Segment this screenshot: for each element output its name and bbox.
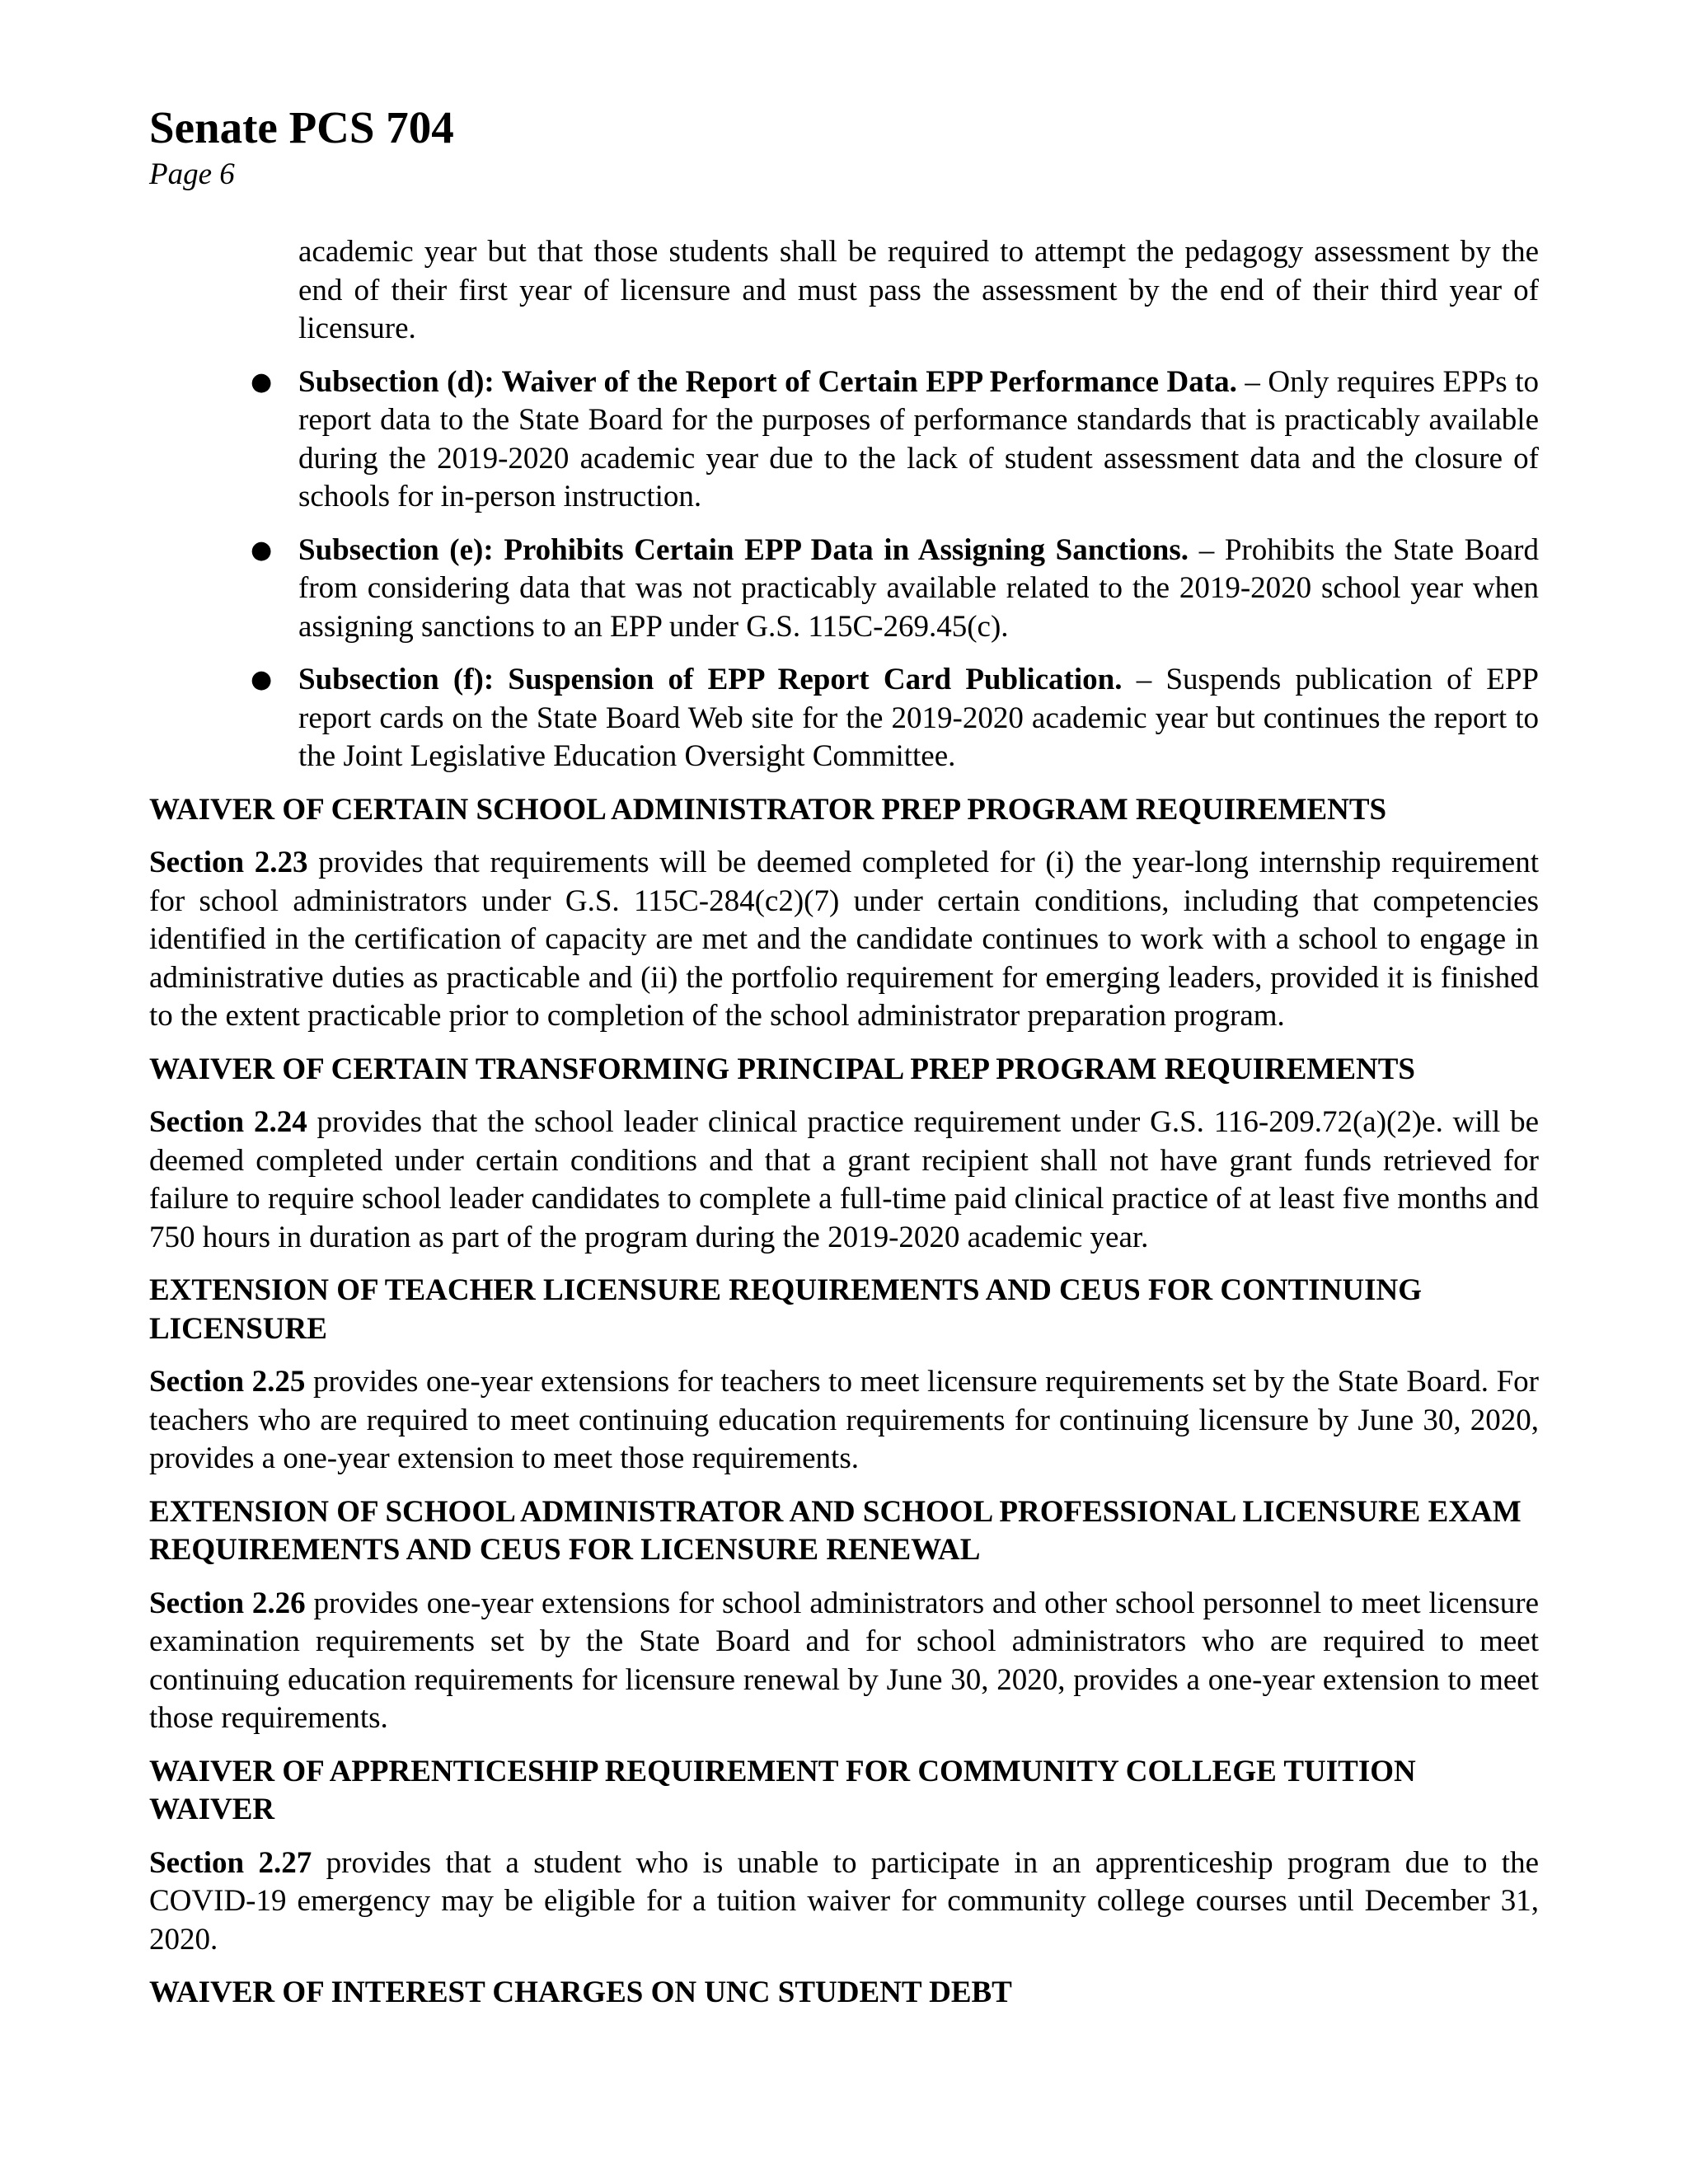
list-item — [251, 532, 1539, 647]
subsection-text: – Suspends publication of EPP report cards on the State Board Web site for the 2019-2020 academic year but continues the report to the Joint Legislative Education Oversight Committee. — [298, 663, 1539, 773]
section-text: provides that requirements will be deemed completed for (i) the year-long internship requirement for school administrators under G.S. 115C-284(c2)(7) under certain conditions, including that competencies identified in the certification of capacity are met and the candidate continues to work with a school to engage in administrative duties as practicable and (ii) the portfolio requirement for emerging leaders, provided it is finished to the extent practicable prior to completion of the school administrator preparation program. — [149, 846, 1539, 1033]
section-label: Section 2.24 — [149, 1105, 307, 1139]
section-text: provides one-year extensions for school administrators and other school personnel to meet licensure examination requirements set by the State Board and for school administrators who are required to meet continuing education requirements for licensure renewal by June 30, 2020, provides a one-year extension to meet those requirements. — [149, 1586, 1539, 1735]
document-body — [149, 233, 1539, 2027]
bullet-icon: ● — [251, 665, 273, 694]
subsection-list — [149, 363, 1539, 776]
section-heading: EXTENSION OF SCHOOL ADMINISTRATOR AND SCHOOL PROFESSIONAL LICENSURE EXAM REQUIREMENTS AND CEUS FOR LICENSURE RENEWAL — [149, 1494, 1522, 1567]
section-paragraph — [149, 1585, 1539, 1738]
list-item — [251, 661, 1539, 776]
section-paragraph — [149, 1104, 1539, 1257]
subsection-text: – Only requires EPPs to report data to the State Board for the purposes of performance standards that is practicably available during the 2019-2020 academic year due to the lack of student assessment data and the closure of schools for in-person instruction. — [298, 364, 1539, 513]
section-label: Section 2.27 — [149, 1845, 312, 1880]
list-item — [251, 363, 1539, 517]
section-label: Section 2.23 — [149, 846, 308, 879]
document-title: Senate PCS 704 — [149, 102, 454, 152]
subsection-heading: Subsection (d): Waiver of the Report of Certain EPP Performance Data. — [298, 364, 1237, 399]
section-heading: EXTENSION OF TEACHER LICENSURE REQUIREMENTS AND CEUS FOR CONTINUING LICENSURE — [149, 1273, 1422, 1346]
section-label: Section 2.26 — [149, 1586, 306, 1620]
section-heading: WAIVER OF APPRENTICESHIP REQUIREMENT FOR COMMUNITY COLLEGE TUITION WAIVER — [149, 1754, 1416, 1826]
section-heading: WAIVER OF INTEREST CHARGES ON UNC STUDENT DEBT — [149, 1975, 1012, 2009]
subsection-text: – Prohibits the State Board from considering data that was not practicably available related to the 2019-2020 school year when assigning sanctions to an EPP under G.S. 115C-269.45(c). — [298, 532, 1539, 644]
section-heading: WAIVER OF CERTAIN TRANSFORMING PRINCIPAL PREP PROGRAM REQUIREMENTS — [149, 1052, 1416, 1086]
section-paragraph — [149, 844, 1539, 1036]
bullet-icon: ● — [251, 367, 273, 396]
bullet-icon: ● — [251, 535, 273, 565]
subsection-heading: Subsection (f): Suspension of EPP Report Card Publication. — [298, 663, 1123, 696]
section-text: provides one-year extensions for teachers to meet licensure requirements set by the State Board. For teachers who are required to meet continuing education requirements for continuing licensure by June 30, 2020, provides a one-year extension to meet those requirements. — [149, 1365, 1539, 1475]
section-label: Section 2.25 — [149, 1365, 306, 1399]
section-paragraph — [149, 1844, 1539, 1960]
section-text: provides that a student who is unable to participate in an apprenticeship program due to the COVID-19 emergency may be eligible for a tuition waiver for community college courses until December 31, 2020. — [149, 1845, 1540, 1957]
page-number: Page 6 — [149, 157, 235, 191]
section-text: provides that the school leader clinical practice requirement under G.S. 116-209.72(a)(2)e. will be deemed completed under certain conditions and that a grant recipient shall not have grant funds retrieved for failure to require school leader candidates to complete a full-time paid clinical practice of at least five months and 750 hours in duration as part of the program during the 2019-2020 academic year. — [149, 1105, 1539, 1254]
continued-paragraph: academic year but that those students shall be required to attempt the pedagogy assessment by the end of their first year of licensure and must pass the assessment by the end of their third year of licensure. — [298, 235, 1539, 345]
document-page — [149, 0, 1539, 2184]
section-heading: WAIVER OF CERTAIN SCHOOL ADMINISTRATOR PREP PROGRAM REQUIREMENTS — [149, 792, 1387, 827]
subsection-heading: Subsection (e): Prohibits Certain EPP Data in Assigning Sanctions. — [298, 532, 1189, 567]
section-paragraph — [149, 1363, 1539, 1479]
